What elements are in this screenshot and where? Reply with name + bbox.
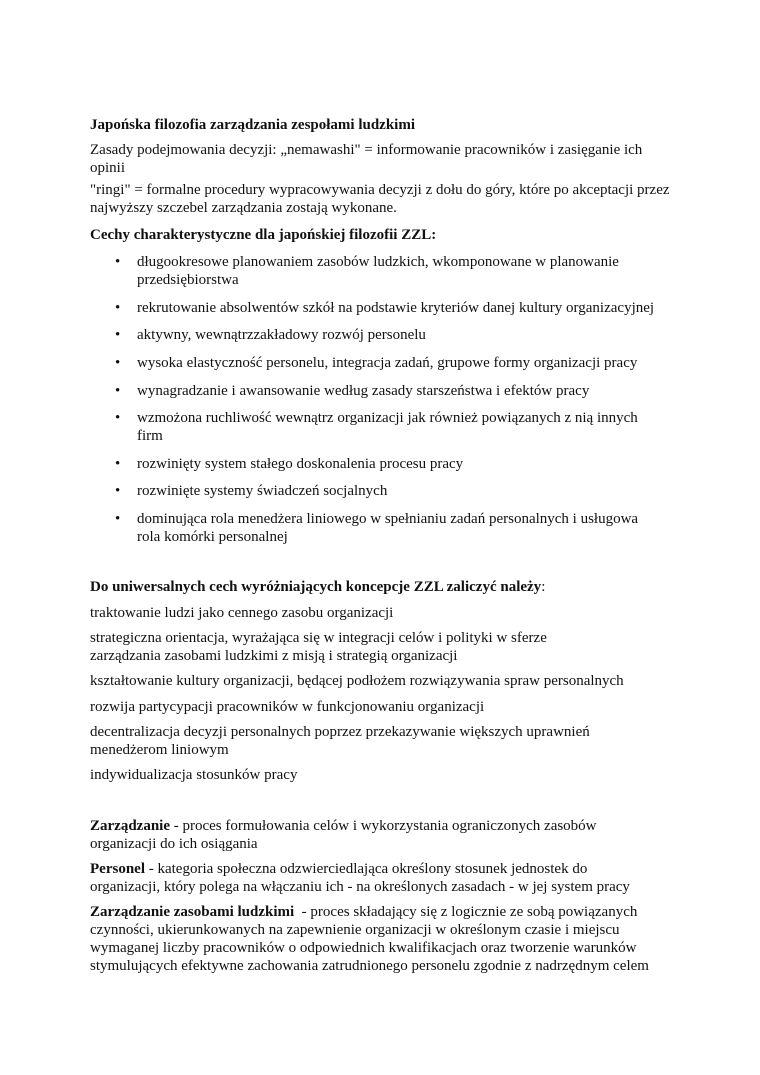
list-item: indywidualizacja stosunków pracy — [90, 767, 298, 783]
bullet-icon: • — [115, 511, 121, 527]
bullet-icon: • — [115, 410, 121, 426]
bullet-icon: • — [115, 483, 121, 499]
list-item: decentralizacja decyzji personalnych poprzez przekazywanie większych uprawnień menedżerom liniowym — [90, 724, 590, 758]
list-item: • wynagradzanie i awansowanie według zasady starszeństwa i efektów pracy — [115, 383, 590, 399]
section2-heading: Do uniwersalnych cech wyróżniających koncepcje ZZL zaliczyć należy: — [90, 579, 546, 595]
definition-personel: Personel - kategoria społeczna odzwierciedlająca określony stosunek jednostek do organizacji, który polega na włączaniu ich - na określonych zasadach - w jej system pracy — [90, 861, 630, 895]
paragraph-ringi: "ringi" = formalne procedury wypracowywania decyzji z dołu do góry, które po akceptacji przez najwyższy szczebel zarządzania zostają wykonane. — [90, 182, 670, 216]
bullet-icon: • — [115, 355, 121, 371]
list-item: traktowanie ludzi jako cennego zasobu organizacji — [90, 605, 394, 621]
definition-zarzadzanie: Zarządzanie - proces formułowania celów i wykorzystania ograniczonych zasobów organizacji do ich osiągania — [90, 818, 597, 852]
paragraph-nemawashi: Zasady podejmowania decyzji: „nemawashi" = informowanie pracowników i zasięganie ich opinii — [90, 142, 643, 176]
list-item: • wzmożona ruchliwość wewnątrz organizacji jak również powiązanych z nią innych firm — [115, 410, 638, 444]
definition-zzl: Zarządzanie zasobami ludzkimi - proces składający się z logicznie ze sobą powiązanych czynności, ukierunkowanych na zapewnienie organizacji w określonym czasie i miejscu wymaganej liczby pracowników o odpowiednich kwalifikacjach oraz tworzenie warunków stymulujących efektywne zachowania zatrudnionego personelu zgodnie z nadrzędnym celem — [90, 904, 649, 974]
bullet-icon: • — [115, 254, 121, 270]
section1-title: Japońska filozofia zarządzania zespołami ludzkimi — [90, 117, 416, 133]
list-item: strategiczna orientacja, wyrażająca się w integracji celów i polityki w sferze zarządzania zasobami ludzkimi z misją i strategią organizacji — [90, 630, 547, 664]
section1-heading: Cechy charakterystyczne dla japońskiej filozofii ZZL: — [90, 227, 437, 243]
list-item: • rozwinięte systemy świadczeń socjalnych — [115, 483, 388, 499]
list-item: • aktywny, wewnątrzzakładowy rozwój personelu — [115, 327, 426, 343]
bullet-icon: • — [115, 300, 121, 316]
list-item: • długookresowe planowaniem zasobów ludzkich, wkomponowane w planowanie przedsiębiorstwa — [115, 254, 619, 288]
bullet-icon: • — [115, 456, 121, 472]
list-item: • rekrutowanie absolwentów szkół na podstawie kryteriów danej kultury organizacyjnej — [115, 300, 655, 316]
bullet-icon: • — [115, 327, 121, 343]
list-item: • rozwinięty system stałego doskonalenia procesu pracy — [115, 456, 464, 472]
list-item: • dominująca rola menedżera liniowego w spełnianiu zadań personalnych i usługowa rola komórki personalnej — [115, 511, 639, 545]
list-item: rozwija partycypacji pracowników w funkcjonowaniu organizacji — [90, 699, 485, 715]
bullet-icon: • — [115, 383, 121, 399]
list-item: • wysoka elastyczność personelu, integracja zadań, grupowe formy organizacji pracy — [115, 355, 638, 371]
list-item: kształtowanie kultury organizacji, będącej podłożem rozwiązywania spraw personalnych — [90, 673, 624, 689]
